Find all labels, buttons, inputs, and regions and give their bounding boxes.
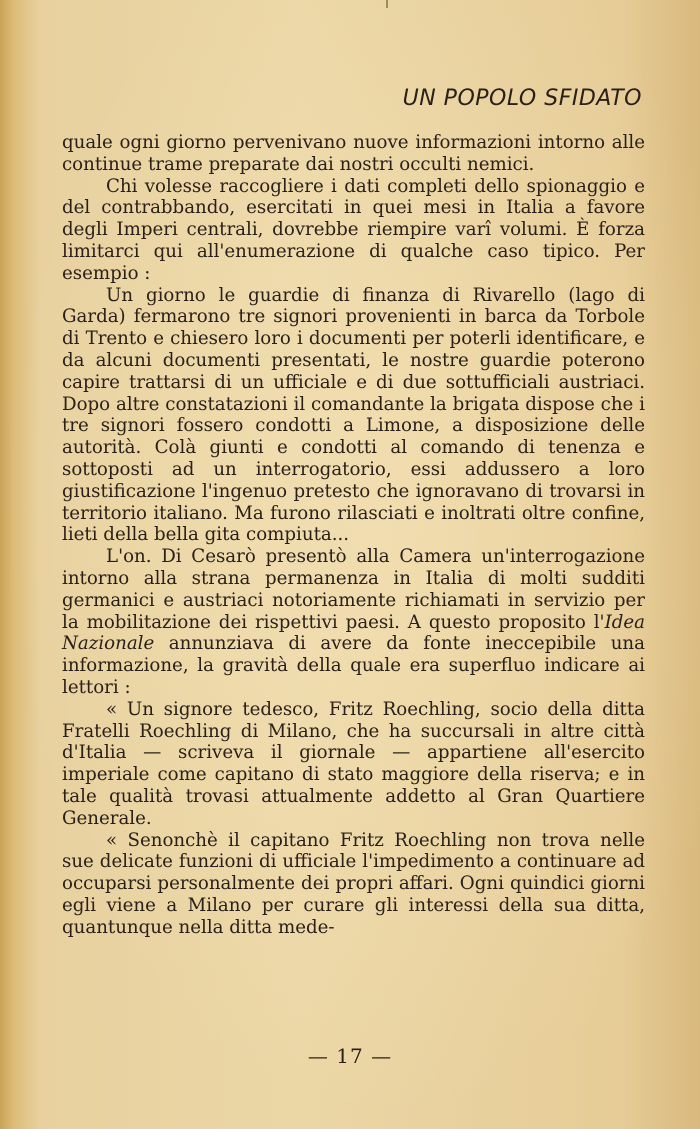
paragraph-rivarello: Un giorno le guardie di finanza di Rivarello (lago di Garda) fermarono tre signori provenienti in barca da Torbole di Trento e chiesero loro i documenti per poterli identificare, e da alcuni documenti presentati, le nostre guardie poterono capire trattarsi di un ufficiale e di due sottufficiali austriaci. Dopo altre constatazioni il comandante la brigata dispose che i tre signori fossero condotti a Limone, a disposizione delle autorità. Colà giunti e condotti al comando di tenenza e sottoposti ad un interrogatorio, essi addussero a loro giustificazione l'ingenuo pretesto che ignoravano di trovarsi in territorio italiano. Ma furono rilasciati e inoltrati oltre confine, lieti della bella gita compiuta...: [62, 284, 645, 546]
running-title: UN POPOLO SFIDATO: [402, 86, 642, 111]
paragraph-quote-roechling: « Un signore tedesco, Fritz Roechling, socio della ditta Fratelli Roechling di Milano, che ha succursali in altre città d'Italia — scriveva il giornale — appartiene all'esercito imperiale come capitano di stato maggiore della riserva; e in tale qualità trovasi attualmente addetto al Gran Quartiere Generale.: [62, 698, 645, 829]
paragraph-interrogation-end: annunziava di avere da fonte ineccepibile una informazione, la gravità della quale era superfluo indicare ai lettori :: [62, 633, 645, 698]
paragraph-interrogation: [62, 546, 645, 699]
body-text: [62, 132, 645, 938]
newspaper-title: Idea Nazionale: [62, 611, 645, 655]
paragraph-espionage: Chi volesse raccogliere i dati completi dello spionaggio e del contrabbando, esercitati in quei mesi in Italia a favore degli Imperi centrali, dovrebbe riempire varî volumi. È forza limitarci qui all'enumerazione di qualche caso tipico. Per esempio :: [62, 175, 645, 284]
paragraph-quote-milan: « Senonchè il capitano Fritz Roechling non trova nelle sue delicate funzioni di ufficiale l'impedimento a continuare ad occuparsi personalmente dei propri affari. Ogni quindici giorni egli viene a Milano per curare gli interessi della sua ditta, quantunque nella ditta mede-: [62, 829, 645, 938]
page-number: — 17 —: [307, 1044, 393, 1068]
top-edge-mark: [386, 0, 388, 8]
paragraph-continuation: quale ogni giorno pervenivano nuove informazioni intorno alle continue trame preparate dai nostri occulti nemici.: [62, 132, 645, 175]
paragraph-interrogation-start: L'on. Di Cesarò presentò alla Camera un'interrogazione intorno alla strana permanenza in Italia di molti sudditi germanici e austriaci notoriamente richiamati in servizio per la mobilitazione dei rispettivi paesi. A questo proposito l': [62, 546, 645, 633]
